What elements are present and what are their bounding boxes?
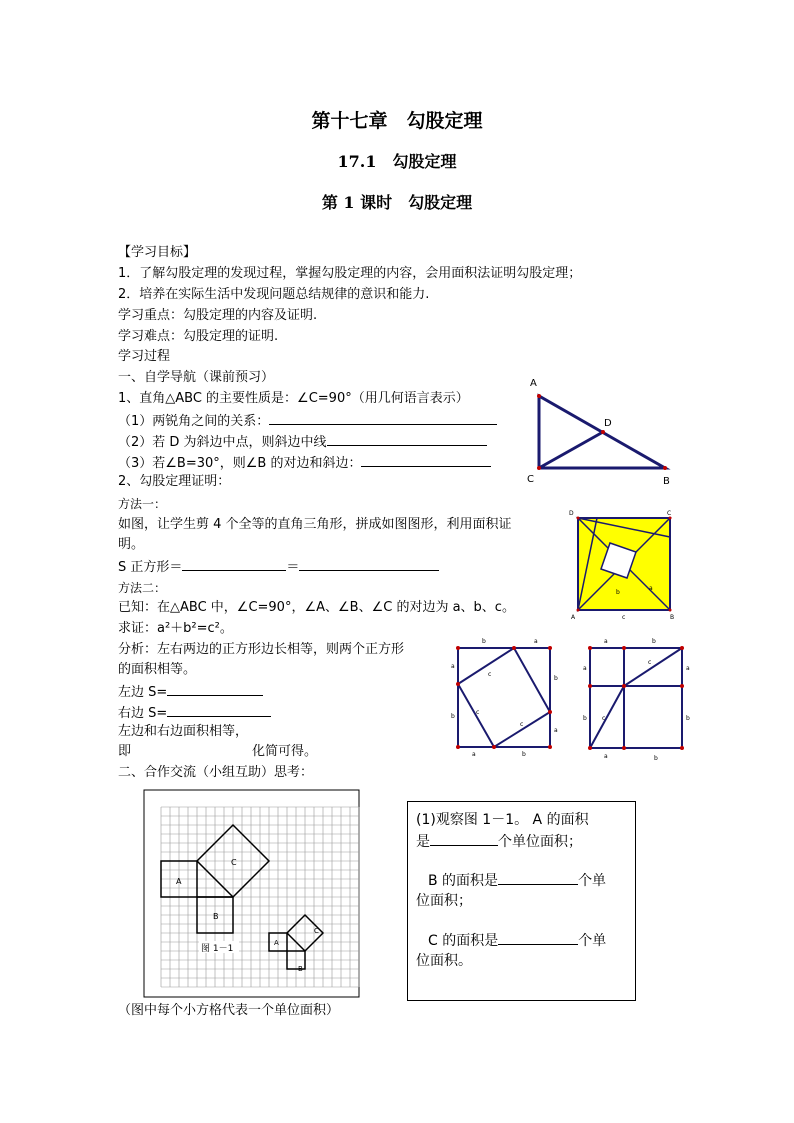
vertex-point	[622, 746, 626, 750]
box-line-3-suffix: 个单	[578, 873, 607, 889]
right-area-label: 右边 S=	[118, 706, 168, 721]
grid-frame	[144, 790, 359, 997]
label-b: b	[686, 715, 690, 722]
label-a-side: a	[649, 585, 653, 592]
vertex-point	[456, 745, 460, 749]
objective-1: 1．了解勾股定理的发现过程，掌握勾股定理的内容，会用面积法证明勾股定理；	[118, 266, 582, 281]
box-line-5-suffix: 个单	[578, 933, 607, 949]
answer-blank[interactable]	[269, 410, 497, 425]
label-b: B	[670, 614, 675, 621]
vertex-point	[456, 682, 460, 686]
answer-blank[interactable]	[167, 702, 271, 717]
learning-focus: 学习重点：勾股定理的内容及证明.	[118, 308, 318, 323]
question-2: 2、勾股定理证明：	[118, 474, 231, 489]
grid-label-a-small: A	[274, 939, 279, 947]
self-study-heading: 一、自学导航（课前预习）	[118, 370, 275, 385]
vertex-point	[622, 684, 626, 688]
equals-sign: ＝	[286, 560, 300, 575]
outer-square	[590, 648, 682, 748]
label-a: a	[604, 753, 608, 760]
label-a: a	[583, 665, 587, 672]
learning-difficulty: 学习难点：勾股定理的证明.	[118, 329, 279, 344]
answer-blank[interactable]	[167, 681, 263, 696]
question-1: 1、直角△ABC 的主要性质是：∠C=90°（用几何语言表示）	[118, 391, 469, 406]
grid-figure	[143, 789, 361, 999]
point-b	[663, 466, 667, 470]
right-area-line	[118, 702, 271, 724]
vertex-point	[669, 609, 672, 612]
median-cd	[539, 432, 603, 468]
diagonal-bottom	[590, 686, 624, 748]
question-1b-text: （2）若 D 为斜边中点，则斜边中线	[118, 435, 327, 450]
label-b-side: b	[616, 589, 620, 596]
method-2-heading: 方法二：	[118, 581, 167, 595]
objective-2: 2．培养在实际生活中发现问题总结规律的意识和能力.	[118, 287, 430, 302]
vertex-point	[588, 746, 592, 750]
analysis-line-2: 的面积相等。	[118, 662, 197, 677]
label-c: c	[488, 671, 492, 678]
yellow-square-figure	[566, 508, 682, 622]
section-title: 17.1 勾股定理	[337, 152, 457, 171]
vertex-point	[548, 646, 552, 650]
known-condition: 已知：在△ABC 中，∠C=90°，∠A、∠B、∠C 的对边为 a、b、c。	[118, 600, 515, 615]
tilted-square	[458, 648, 550, 747]
left-area-label: 左边 S=	[118, 685, 168, 700]
label-b: b	[451, 713, 455, 720]
box-line-4: 位面积；	[416, 893, 472, 909]
vertex-point	[588, 646, 592, 650]
vertex-point	[680, 746, 684, 750]
grid-label-b: B	[213, 912, 219, 921]
vertex-point	[492, 745, 496, 749]
box-line-6: 位面积。	[416, 953, 472, 969]
vertex-point	[548, 745, 552, 749]
label-c: c	[520, 721, 524, 728]
box-line-5-prefix: C 的面积是	[428, 933, 499, 949]
label-a: A	[571, 614, 576, 621]
method-1-text: 如图，让学生剪 4 个全等的直角三角形，拼成如图图形，利用面积证	[118, 517, 512, 532]
label-a: A	[530, 378, 537, 389]
box-line-3-prefix: B 的面积是	[428, 873, 499, 889]
left-proof-square	[450, 636, 560, 758]
learning-process: 学习过程	[118, 349, 171, 364]
question-1b	[118, 431, 487, 453]
diagonal-top	[624, 648, 682, 686]
equal-area-line: 左边和右边面积相等，	[118, 724, 249, 739]
label-c: C	[527, 474, 534, 485]
label-b: b	[652, 638, 656, 645]
label-a: a	[451, 663, 455, 670]
left-area-line	[118, 681, 263, 703]
label-c: c	[648, 659, 652, 666]
label-b: b	[522, 751, 526, 758]
answer-blank[interactable]	[182, 556, 286, 571]
label-c-side: c	[622, 614, 626, 621]
question-1c-text: （3）若∠B=30°，则∠B 的对边和斜边：	[118, 456, 362, 471]
label-c: c	[602, 715, 606, 722]
label-b: B	[663, 476, 670, 487]
grid-label-a: A	[176, 877, 182, 886]
label-b: b	[482, 638, 486, 645]
grid-note: （图中每个小方格代表一个单位面积）	[118, 1003, 340, 1018]
label-c: C	[667, 510, 672, 517]
answer-blank[interactable]	[498, 930, 578, 945]
vertex-point	[512, 646, 516, 650]
box-line-5	[428, 930, 606, 951]
answer-blank[interactable]	[327, 431, 487, 446]
cooperate-heading: 二、合作交流（小组互助）思考：	[118, 765, 314, 780]
label-b: b	[583, 715, 587, 722]
immediately-label: 即	[118, 744, 132, 759]
right-proof-square	[582, 636, 692, 766]
answer-blank[interactable]	[299, 556, 439, 571]
question-1c	[118, 452, 491, 474]
vertex-point	[548, 710, 552, 714]
analysis-line-1: 分析：左右两边的正方形边长相等，则两个正方形	[118, 642, 405, 657]
vertex-point	[456, 646, 460, 650]
answer-blank[interactable]	[498, 870, 578, 885]
box-line-2	[416, 831, 582, 852]
vertex-point	[577, 609, 580, 612]
grid-label-b-small: B	[298, 965, 303, 973]
question-1a-text: （1）两锐角之间的关系：	[118, 414, 270, 429]
label-a: a	[686, 665, 690, 672]
chapter-title: 第十七章 勾股定理	[311, 110, 483, 132]
objectives-heading: 【学习目标】	[118, 245, 197, 260]
answer-blank[interactable]	[430, 831, 498, 846]
grid-label-c: C	[231, 858, 237, 867]
question-1a	[118, 410, 497, 432]
to-prove: 求证：a²＋b²=c²。	[118, 621, 233, 636]
label-a: a	[534, 638, 538, 645]
right-triangle-figure	[520, 372, 680, 490]
lesson-title: 第 1 课时 勾股定理	[321, 193, 473, 212]
label-a: a	[554, 727, 558, 734]
label-a: a	[604, 638, 608, 645]
grid-caption: 图 1－1	[201, 944, 234, 954]
vertex-point	[680, 646, 684, 650]
point-c	[537, 466, 541, 470]
label-d: D	[604, 418, 612, 429]
box-line-2-prefix: 是	[416, 834, 430, 850]
method-1-text-cont: 明。	[118, 537, 145, 552]
grid-label-c-small: C	[314, 927, 319, 935]
label-a: a	[472, 751, 476, 758]
label-b: b	[654, 755, 658, 762]
label-d: D	[569, 510, 574, 517]
label-b: b	[554, 675, 558, 682]
box-line-2-suffix: 个单位面积；	[498, 834, 582, 850]
outer-square	[458, 648, 550, 747]
box-line-3	[428, 870, 606, 891]
box-line-1: (1)观察图 1－1。 A 的面积	[416, 812, 589, 828]
vertex-point	[680, 684, 684, 688]
vertex-point	[588, 684, 592, 688]
point-a	[537, 394, 541, 398]
question-box	[407, 801, 636, 1001]
square-area-label: S 正方形＝	[118, 560, 183, 575]
answer-blank[interactable]	[361, 452, 491, 467]
vertex-point	[622, 646, 626, 650]
label-c: c	[476, 709, 480, 716]
point-d	[601, 430, 605, 434]
simplify-label: 化简可得。	[252, 744, 318, 759]
vertex-point	[577, 517, 580, 520]
square-area-line	[118, 556, 439, 578]
method-1-heading: 方法一：	[118, 497, 167, 511]
